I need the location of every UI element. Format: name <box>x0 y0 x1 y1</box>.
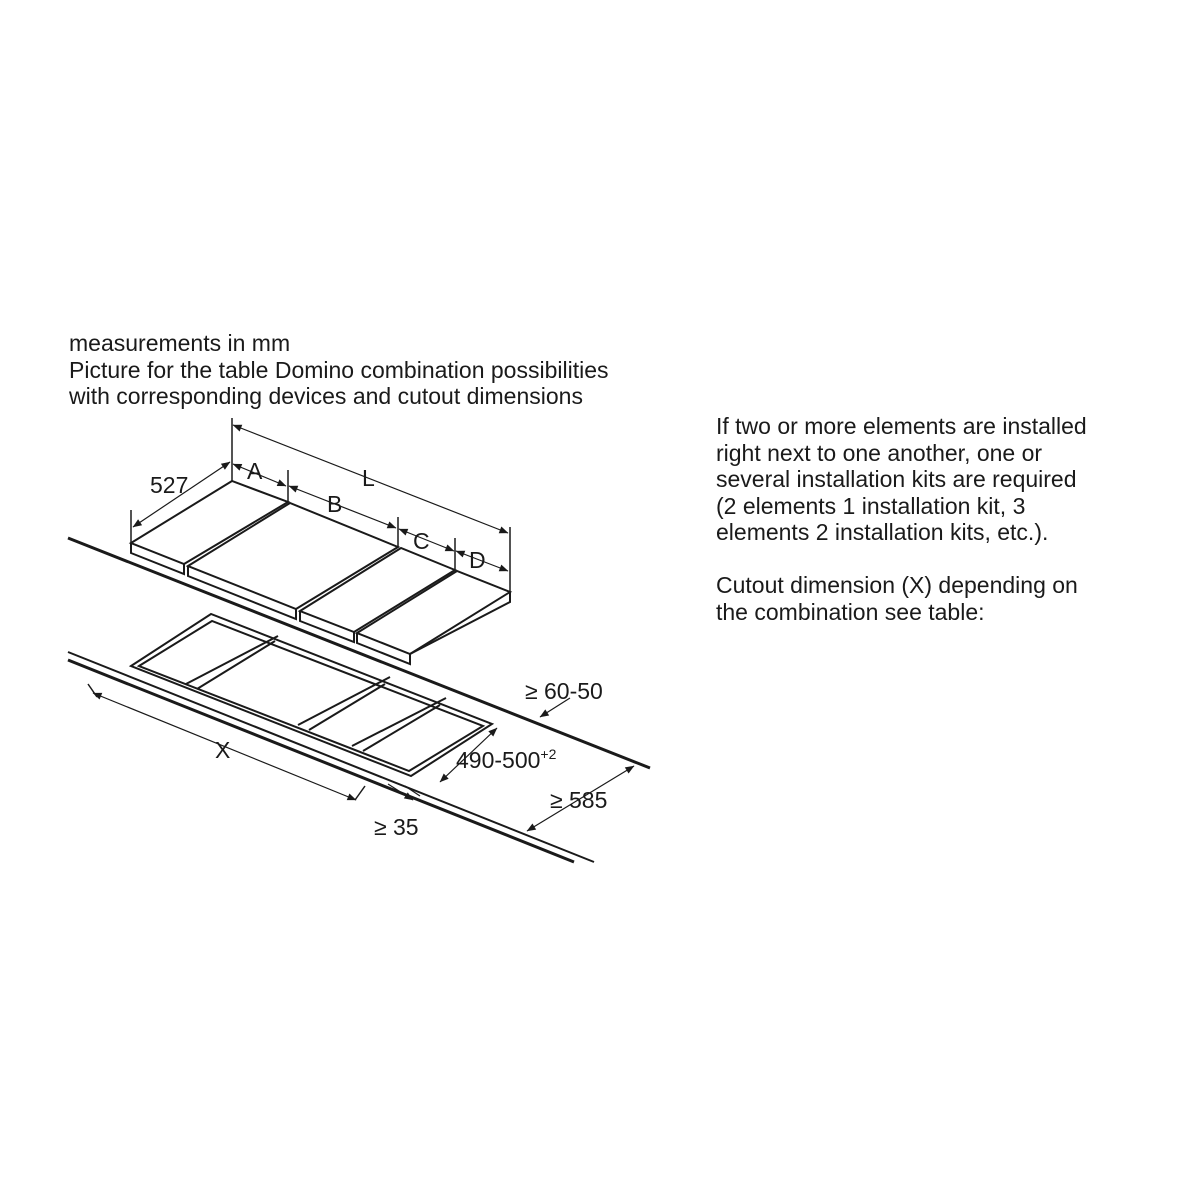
caption-line-units: measurements in mm <box>69 330 291 356</box>
cutout-depth-value: 490-500 <box>456 747 541 773</box>
note-line: (2 elements 1 installation kit, 3 <box>716 492 1026 519</box>
label-l: L <box>362 465 375 491</box>
label-c: C <box>413 528 430 554</box>
label-edge-min: ≥ 35 <box>374 814 419 840</box>
cutout-frames <box>131 614 492 776</box>
dim-35 <box>388 784 413 800</box>
caption-line-title: Picture for the table Domino combination possibilities <box>69 356 609 383</box>
caption-line-subtitle: with corresponding devices and cutout dimensions <box>69 383 583 409</box>
label-d: D <box>469 547 486 573</box>
note-line: the combination see table: <box>716 598 985 625</box>
note-line: elements 2 installation kits, etc.). <box>716 519 1049 545</box>
label-cutout-depth <box>456 746 557 773</box>
note-line: Cutout dimension (X) depending on <box>716 572 1078 598</box>
note-line: several installation kits are required <box>716 466 1077 492</box>
label-b: B <box>327 491 343 517</box>
label-x: X <box>215 737 231 763</box>
label-worktop-front: ≥ 60-50 <box>525 678 603 704</box>
label-depth-527: 527 <box>150 472 189 498</box>
note-line: If two or more elements are installed <box>716 413 1087 439</box>
note-line: right next to one another, one or <box>716 439 1043 466</box>
label-a: A <box>247 458 263 484</box>
cutout-depth-tolerance: +2 <box>540 746 557 762</box>
label-worktop-depth: ≥ 585 <box>550 787 608 813</box>
worktop-back-edge <box>68 538 650 768</box>
